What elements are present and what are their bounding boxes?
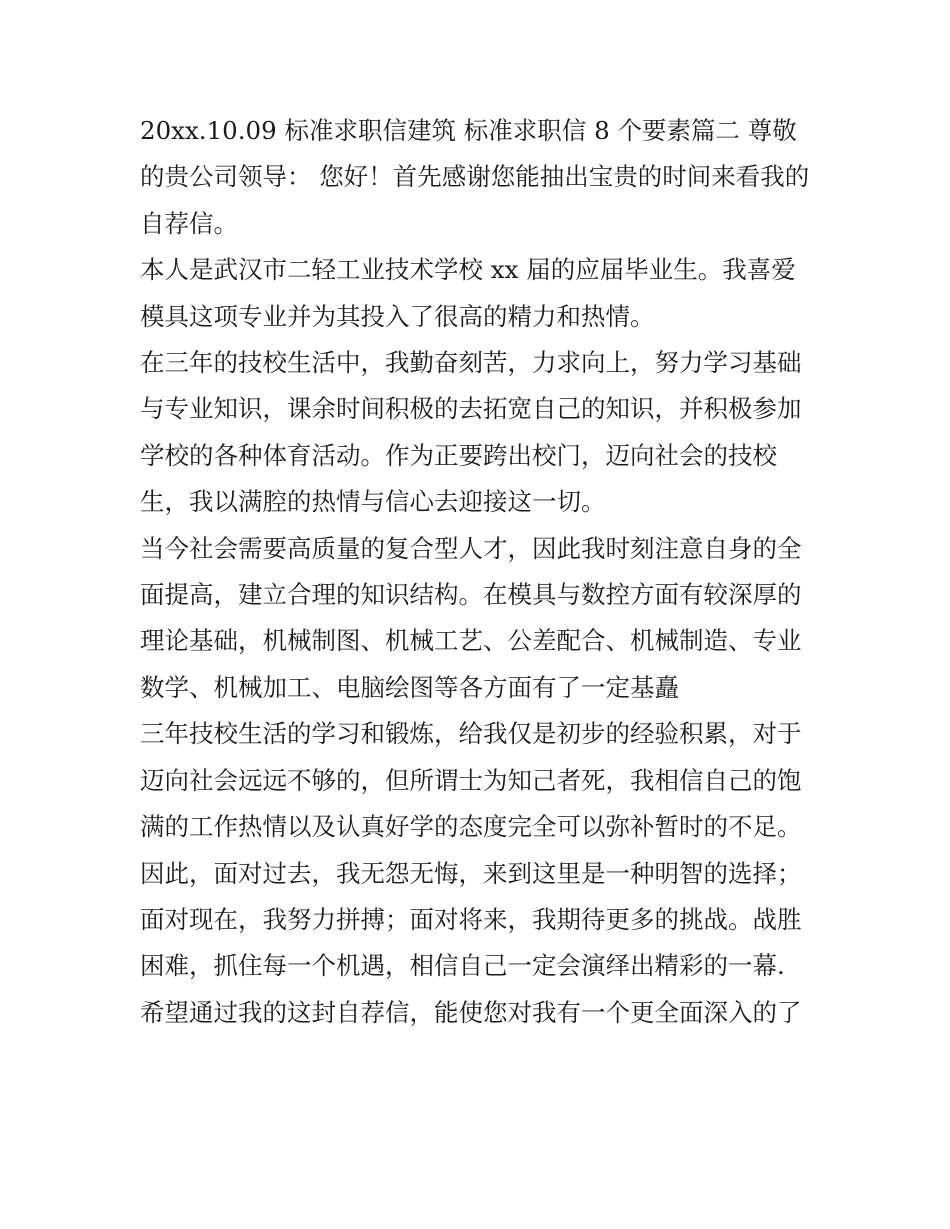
paragraph-closing: 希望通过我的这封自荐信，能使您对我有一个更全面深入的了: [140, 997, 802, 1027]
paragraph-introduction: 本人是武汉市二轻工业技术学校 xx 届的应届毕业生。我喜爱模具这项专业并为其投入了很高的精力和热情。: [140, 255, 796, 331]
paragraph-attitude: 因此，面对过去，我无怨无悔，来到这里是一种明智的选择；面对现在，我努力拼搏；面对将来，我期待更多的挑战。战胜困难，抓住每一个机遇，相信自己一定会演绎出精彩的一幕.: [140, 858, 802, 981]
paragraph-school-life: 在三年的技校生活中，我勤奋刻苦，力求向上，努力学习基础与专业知识，课余时间积极的去拓宽自己的知识，并积极参加学校的各种体育活动。作为正要跨出校门，迈向社会的技校生，我以满腔的热情与信心去迎接这一切。: [140, 348, 802, 517]
paragraph-skills: 当今社会需要高质量的复合型人才，因此我时刻注意自身的全面提高，建立合理的知识结构。在模具与数控方面有较深厚的理论基础，机械制图、机械工艺、公差配合、机械制造、专业数学、机械加工、电脑绘图等各方面有了一定基矗: [140, 533, 802, 702]
letter-body: [140, 108, 812, 1036]
paragraph-experience: 三年技校生活的学习和锻炼，给我仅是初步的经验积累，对于迈向社会远远不够的，但所谓士为知己者死，我相信自己的饱满的工作热情以及认真好学的态度完全可以弥补暂时的不足。: [140, 719, 802, 842]
paragraph-greeting: 20xx.10.09 标准求职信建筑 标准求职信 8 个要素篇二 尊敬的贵公司领导： 您好！首先感谢您能抽出宝贵的时间来看我的自荐信。: [140, 116, 810, 238]
